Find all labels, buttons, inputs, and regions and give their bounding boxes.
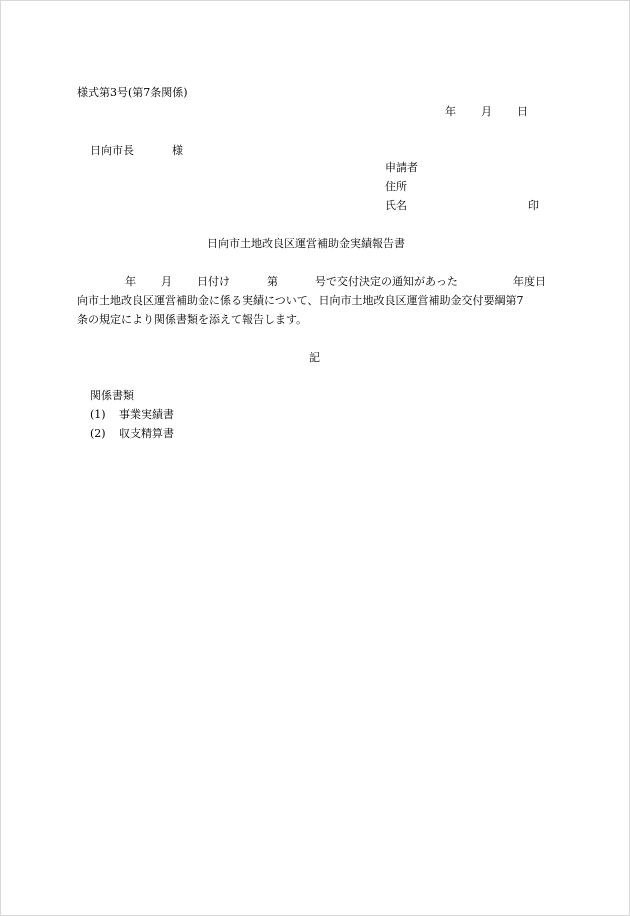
document-item-label: 収支精算書 [119, 427, 174, 440]
document-item-number: (1) [90, 408, 106, 421]
applicant-name-label: 氏名 [385, 199, 407, 212]
document-title: 日向市土地改良区運営補助金実績報告書 [207, 237, 405, 250]
body-fiscal-year: 年度日 [513, 275, 546, 288]
body-line-3: 条の規定により関係書類を添えて報告します。 [77, 313, 308, 326]
date-year-label: 年 [445, 105, 456, 118]
seal-mark: 印 [528, 199, 539, 212]
body-number-prefix: 第 [267, 275, 278, 288]
document-item-label: 事業実績書 [119, 408, 174, 421]
documents-heading: 関係書類 [90, 389, 134, 402]
document-item-number: (2) [90, 427, 106, 440]
body-year-label: 年 [125, 275, 136, 288]
ki-heading: 記 [309, 351, 320, 364]
body-notice-text: 号で交付決定の通知があった [315, 275, 458, 288]
addressee-honorific: 様 [172, 144, 183, 157]
applicant-label: 申請者 [385, 161, 418, 174]
applicant-address-label: 住所 [385, 180, 407, 193]
addressee-name: 日向市長 [90, 144, 134, 157]
body-date-suffix: 日付け [197, 275, 230, 288]
date-day-label: 日 [517, 105, 528, 118]
body-month-label: 月 [161, 275, 172, 288]
date-month-label: 月 [481, 105, 492, 118]
body-line-2: 向市土地改良区運営補助金に係る実績について、日向市土地改良区運営補助金交付要綱第7 [77, 294, 524, 307]
form-number: 様式第3号(第7条関係) [77, 86, 188, 99]
